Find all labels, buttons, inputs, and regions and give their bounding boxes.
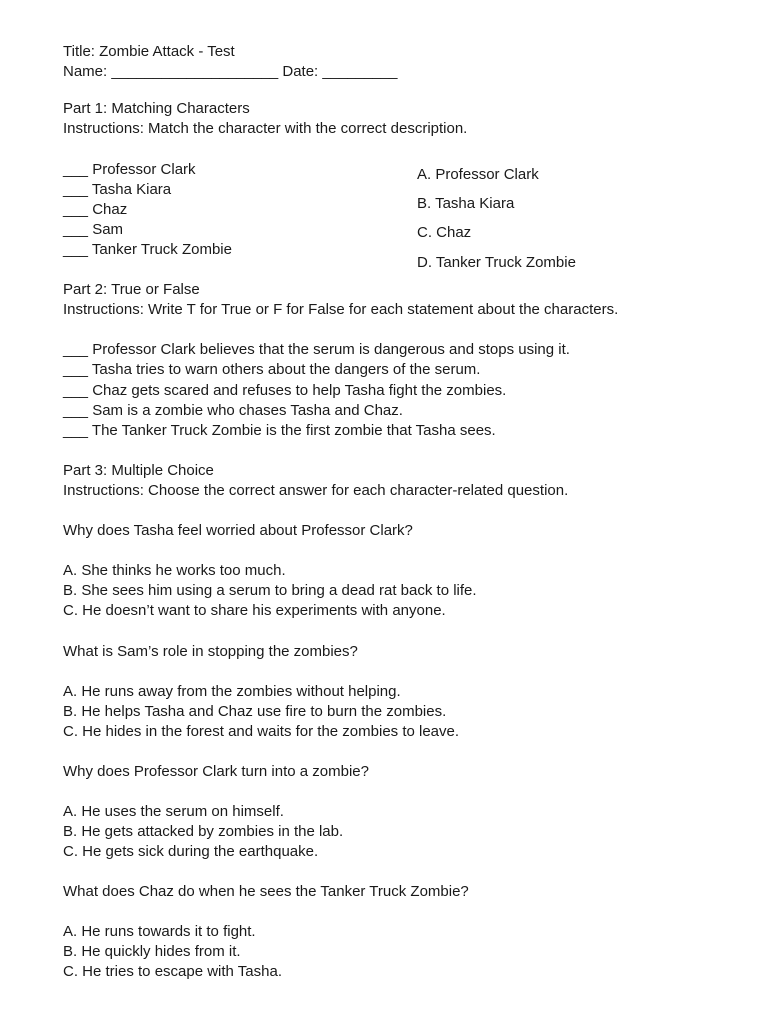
mc-option: A. She thinks he works too much. xyxy=(63,562,286,579)
mc-option: A. He uses the serum on himself. xyxy=(63,803,284,820)
part1-heading: Part 1: Matching Characters xyxy=(63,100,250,117)
part2-instructions: Instructions: Write T for True or F for False for each statement about the characters. xyxy=(63,301,619,318)
match-option: C. Chaz xyxy=(417,224,472,241)
mc-question: Why does Tasha feel worried about Professor Clark? xyxy=(63,522,413,539)
true-false-statement: ___ Tasha tries to warn others about the dangers of the serum. xyxy=(63,361,481,378)
mc-question: Why does Professor Clark turn into a zombie? xyxy=(63,763,369,780)
match-item: ___ Tasha Kiara xyxy=(63,181,172,198)
match-item: ___ Tanker Truck Zombie xyxy=(63,241,232,258)
match-option: A. Professor Clark xyxy=(417,166,539,183)
mc-option: A. He runs away from the zombies without helping. xyxy=(63,683,401,700)
true-false-statement: ___ Chaz gets scared and refuses to help Tasha fight the zombies. xyxy=(63,382,507,399)
mc-option: B. He quickly hides from it. xyxy=(63,943,241,960)
mc-option: C. He tries to escape with Tasha. xyxy=(63,963,282,980)
mc-question: What is Sam’s role in stopping the zombies? xyxy=(63,643,358,660)
match-item: ___ Sam xyxy=(63,221,124,238)
mc-question: What does Chaz do when he sees the Tanker Truck Zombie? xyxy=(63,883,469,900)
part1-instructions: Instructions: Match the character with the correct description. xyxy=(63,120,468,137)
match-item: ___ Chaz xyxy=(63,201,128,218)
part3-heading: Part 3: Multiple Choice xyxy=(63,462,214,479)
mc-option: A. He runs towards it to fight. xyxy=(63,923,256,940)
mc-option: C. He hides in the forest and waits for the zombies to leave. xyxy=(63,723,460,740)
part2-heading: Part 2: True or False xyxy=(63,281,200,298)
mc-option: B. He helps Tasha and Chaz use fire to burn the zombies. xyxy=(63,703,447,720)
match-option: D. Tanker Truck Zombie xyxy=(417,254,576,271)
mc-option: C. He gets sick during the earthquake. xyxy=(63,843,319,860)
part3-instructions: Instructions: Choose the correct answer for each character-related question. xyxy=(63,482,569,499)
true-false-statement: ___ Sam is a zombie who chases Tasha and Chaz. xyxy=(63,402,403,419)
match-option: B. Tasha Kiara xyxy=(417,195,515,212)
mc-option: B. He gets attacked by zombies in the lab. xyxy=(63,823,344,840)
match-item: ___ Professor Clark xyxy=(63,161,196,178)
mc-option: B. She sees him using a serum to bring a dead rat back to life. xyxy=(63,582,477,599)
true-false-statement: ___ Professor Clark believes that the serum is dangerous and stops using it. xyxy=(63,341,570,358)
name-date-line: Name: ____________________ Date: _________ xyxy=(63,63,398,80)
true-false-statement: ___ The Tanker Truck Zombie is the first zombie that Tasha sees. xyxy=(63,422,496,439)
worksheet-title: Title: Zombie Attack - Test xyxy=(63,43,235,60)
mc-option: C. He doesn’t want to share his experiments with anyone. xyxy=(63,602,446,619)
